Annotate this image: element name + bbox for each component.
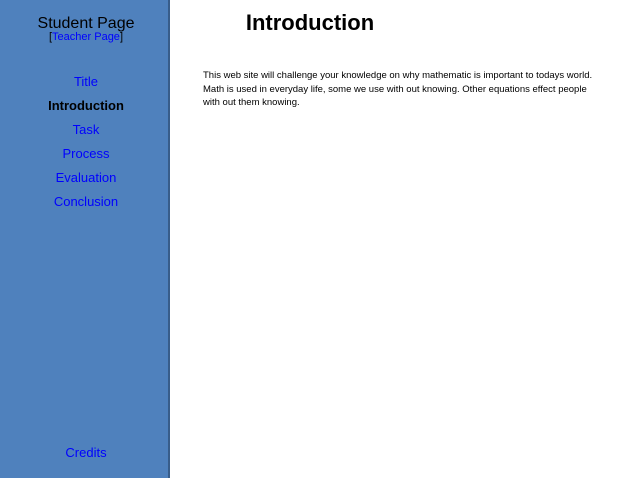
nav-item-introduction: Introduction <box>48 98 124 113</box>
sidebar-nav <box>0 72 172 216</box>
nav-item-process[interactable]: Process <box>62 146 110 161</box>
bracket-open: [ <box>48 31 53 43</box>
sidebar <box>0 0 170 478</box>
nav-item-title[interactable]: Title <box>73 74 99 89</box>
intro-body-text: This web site will challenge your knowledge on why mathematic is important to todays world. Math is used in everyday life, some we use with out knowing. Other equations effect people with out them knowing. <box>203 70 593 108</box>
nav-item-evaluation[interactable]: Evaluation <box>55 170 117 185</box>
sidebar-title: Student Page <box>37 15 135 32</box>
teacher-page-link-wrapper <box>0 31 172 43</box>
page-title: Introduction <box>245 10 375 35</box>
teacher-page-link[interactable]: Teacher Page <box>52 31 120 43</box>
nav-item-conclusion[interactable]: Conclusion <box>53 194 119 209</box>
bracket-close: ] <box>119 31 123 43</box>
nav-item-credits[interactable]: Credits <box>65 445 107 460</box>
nav-item-task[interactable]: Task <box>72 122 100 137</box>
